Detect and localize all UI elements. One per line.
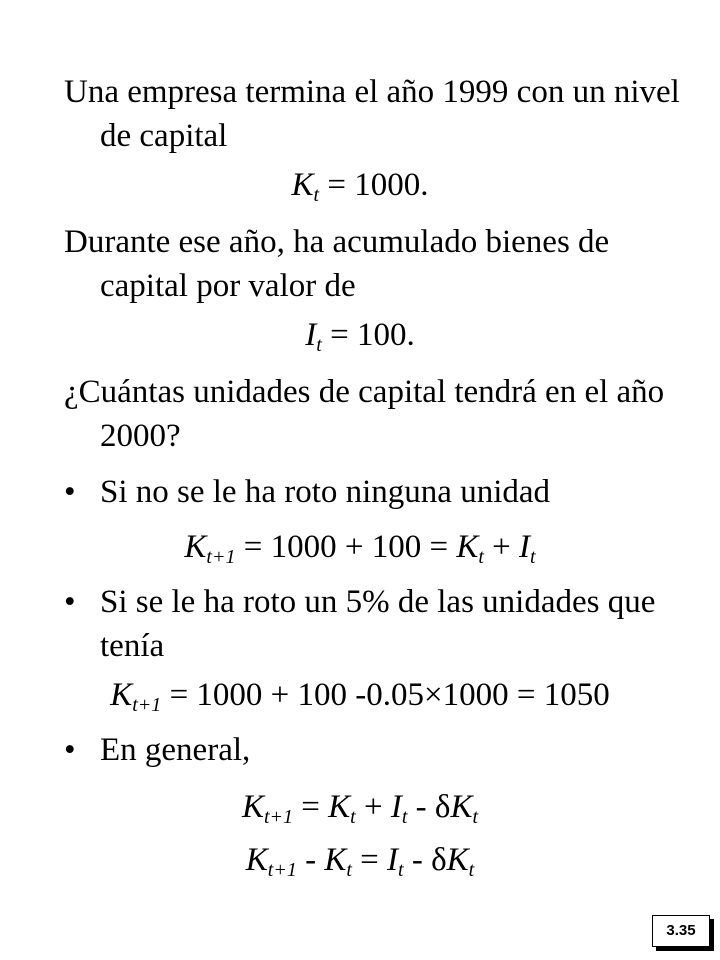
eq-operator: + — [483, 529, 520, 565]
paragraph-intro: Una empresa termina el año 1999 con un nivel de capital — [64, 74, 680, 154]
bullet-general — [64, 728, 664, 772]
eq-rest: = 1000 + 100 = — [235, 529, 457, 565]
bullet-no-depreciation — [64, 470, 664, 514]
equation-general — [0, 785, 720, 829]
eq-symbol: K — [184, 529, 207, 565]
eq-subscript: t+1 — [206, 546, 236, 568]
eq-rest: = 1000 + 100 -0.05×1000 = 1050 — [161, 677, 610, 713]
eq-symbol: I — [387, 842, 399, 878]
eq-symbol: K — [450, 789, 473, 825]
eq-symbol: K — [324, 842, 347, 878]
eq-subscript: t — [350, 806, 356, 828]
eq-subscript: t+1 — [263, 806, 294, 828]
equation-no-depreciation — [0, 525, 720, 569]
paragraph-question: ¿Cuántas unidades de capital tendrá en el año 2000? — [64, 374, 665, 454]
eq-rest: = 100. — [321, 317, 415, 353]
eq-subscript: t — [472, 806, 479, 828]
equation-investment — [0, 313, 720, 357]
bullet-symbol: • — [64, 732, 76, 768]
eq-subscript: t+1 — [132, 694, 162, 716]
eq-symbol: I — [305, 317, 317, 353]
page-number-badge: 3.35 — [652, 915, 710, 947]
equation-difference — [0, 838, 720, 882]
eq-symbol: I — [519, 529, 531, 565]
equation-capital — [0, 163, 720, 207]
eq-subscript: t — [398, 859, 404, 881]
eq-symbol: K — [110, 677, 133, 713]
eq-subscript: t — [346, 859, 352, 881]
eq-symbol: K — [446, 842, 469, 878]
eq-symbol: K — [241, 789, 264, 825]
bullet-text: Si no se le ha roto ninguna unidad — [100, 474, 551, 510]
eq-symbol: K — [456, 529, 479, 565]
eq-subscript: t — [313, 184, 320, 206]
eq-symbol: I — [390, 789, 402, 825]
eq-symbol: K — [291, 167, 314, 203]
eq-symbol: K — [245, 842, 268, 878]
eq-subscript: t — [401, 806, 408, 828]
eq-subscript: t — [530, 546, 536, 568]
paragraph-investment: Durante ese año, ha acumulado bienes de capital por valor de — [64, 224, 610, 304]
eq-operator: + — [355, 789, 391, 825]
eq-subscript: t+1 — [267, 859, 297, 881]
eq-operator: - δ — [407, 789, 451, 825]
bullet-symbol: • — [64, 474, 76, 510]
equation-depreciation — [0, 673, 720, 717]
eq-operator: = — [293, 789, 329, 825]
bullet-text: Si se le ha roto un 5% de las unidades que tenía — [100, 584, 656, 664]
eq-subscript: t — [478, 546, 484, 568]
eq-rest: = 1000. — [319, 167, 429, 203]
eq-operator: = — [351, 842, 388, 878]
eq-subscript: t — [468, 859, 475, 881]
bullet-symbol: • — [64, 584, 76, 620]
bullet-text: En general, — [100, 732, 251, 768]
eq-operator: - — [296, 842, 325, 878]
eq-operator: - δ — [403, 842, 447, 878]
eq-subscript: t — [316, 334, 322, 356]
bullet-depreciation — [64, 580, 664, 668]
eq-symbol: K — [328, 789, 351, 825]
